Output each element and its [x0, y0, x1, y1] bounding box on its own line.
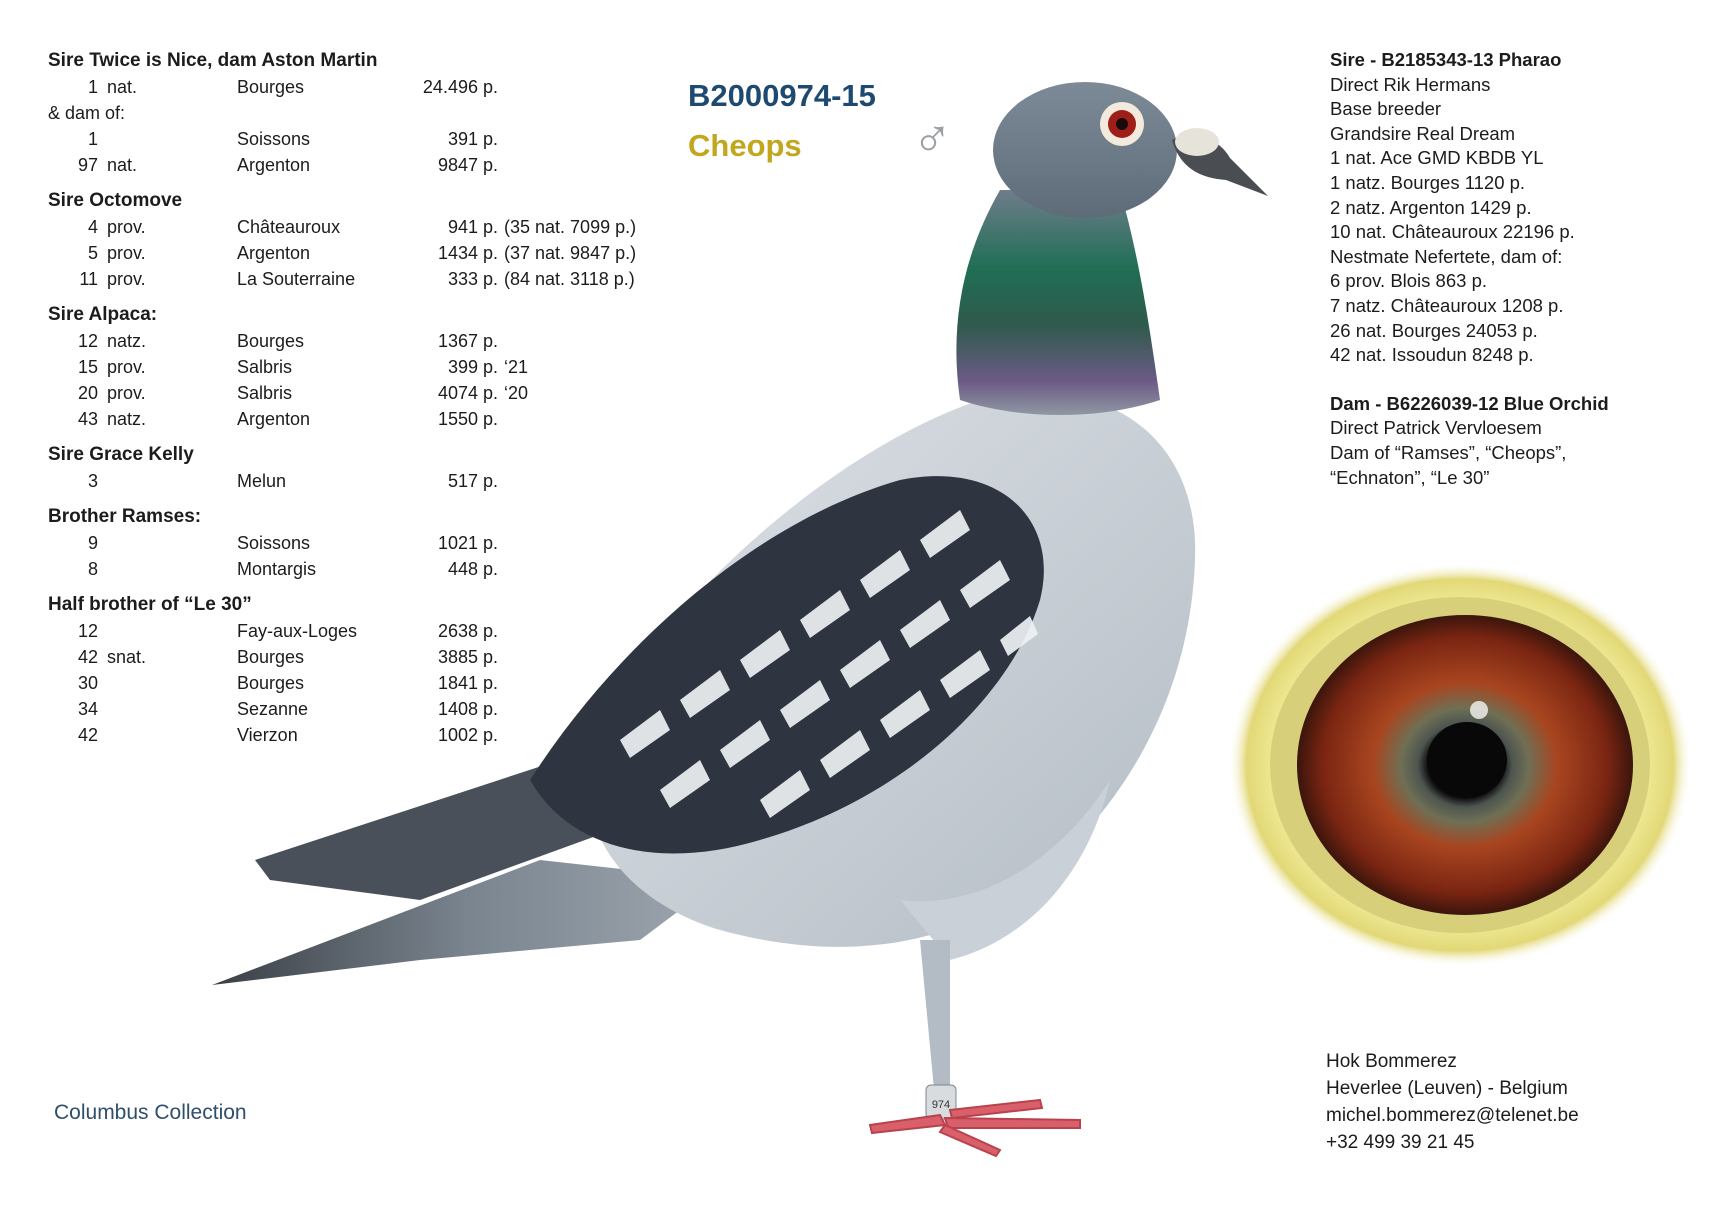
section-title: Brother Ramses: — [48, 506, 202, 527]
result-birds: 399 p. — [447, 357, 498, 377]
result-row — [48, 354, 668, 380]
location: Heverlee (Leuven) - Belgium — [1326, 1078, 1568, 1099]
result-birds: 448 p. — [447, 559, 498, 579]
spacer — [1330, 368, 1710, 392]
result-row — [48, 126, 668, 152]
results-section — [48, 188, 668, 292]
result-note: (35 nat. 7099 p.) — [504, 217, 637, 237]
result-row — [48, 74, 668, 100]
results-list — [48, 48, 668, 758]
sire-line: Nestmate Nefertete, dam of: — [1330, 245, 1563, 267]
result-rank: 9 — [87, 533, 98, 553]
neck — [956, 190, 1160, 415]
feet — [870, 1100, 1080, 1156]
result-place: Vierzon — [237, 725, 298, 745]
result-row — [48, 152, 668, 178]
dam-line: Dam of “Ramses”, “Cheops”, — [1330, 441, 1567, 463]
result-place: Sezanne — [237, 699, 309, 719]
result-rank: 12 — [77, 331, 98, 351]
result-level: prov. — [107, 217, 146, 237]
result-rank: 97 — [77, 155, 98, 175]
result-birds: 1002 p. — [437, 725, 498, 745]
result-birds: 1841 p. — [437, 673, 498, 693]
sire-line: 10 nat. Châteauroux 22196 p. — [1330, 221, 1575, 243]
dam-heading: Dam - B6226039-12 Blue Orchid — [1330, 392, 1609, 414]
result-level: prov. — [107, 383, 146, 403]
loft-name: Hok Bommerez — [1326, 1051, 1457, 1072]
result-place: Châteauroux — [237, 217, 341, 237]
result-row — [48, 556, 668, 582]
results-section — [48, 302, 668, 432]
result-row — [48, 670, 668, 696]
result-row — [48, 618, 668, 644]
section-title: Sire Twice is Nice, dam Aston Martin — [48, 50, 378, 71]
eye-closeup-image — [1215, 560, 1715, 990]
result-place: Bourges — [237, 331, 305, 351]
result-row — [48, 468, 668, 494]
sire-line: 6 prov. Blois 863 p. — [1330, 270, 1487, 292]
result-rank: 20 — [77, 383, 98, 403]
result-rank: 3 — [87, 471, 98, 491]
result-place: Argenton — [237, 243, 311, 263]
results-section — [48, 592, 668, 748]
result-birds: 2638 p. — [437, 621, 498, 641]
result-level: prov. — [107, 357, 146, 377]
result-row — [48, 696, 668, 722]
result-place: Salbris — [237, 357, 293, 377]
result-rank: 12 — [77, 621, 98, 641]
result-level: nat. — [107, 77, 138, 97]
result-place: Bourges — [237, 647, 305, 667]
result-note: (84 nat. 3118 p.) — [504, 269, 635, 289]
result-row — [48, 406, 668, 432]
result-rank: 15 — [77, 357, 98, 377]
result-place: Argenton — [237, 409, 311, 429]
result-row — [48, 214, 668, 240]
pedigree-info — [1330, 48, 1710, 490]
sire-heading: Sire - B2185343-13 Pharao — [1330, 49, 1562, 70]
results-section — [48, 48, 668, 178]
result-level: natz. — [107, 409, 147, 429]
section-title: Sire Octomove — [48, 190, 183, 211]
result-rank: 1 — [87, 77, 98, 97]
email-link[interactable]: michel.bommerez@telenet.be — [1326, 1105, 1579, 1126]
result-birds: 391 p. — [447, 129, 498, 149]
result-place: Salbris — [237, 383, 293, 403]
result-place: Melun — [237, 471, 287, 491]
leg-ring-text: 974 — [931, 1099, 951, 1111]
phone-number: +32 499 39 21 45 — [1326, 1132, 1475, 1153]
result-note: ‘20 — [504, 383, 529, 403]
result-rank: 5 — [87, 243, 98, 263]
pupil — [1427, 722, 1507, 798]
head — [993, 82, 1177, 218]
sire-line: Direct Rik Hermans — [1330, 73, 1491, 95]
sire-line: Grandsire Real Dream — [1330, 122, 1516, 144]
result-place: Soissons — [237, 533, 311, 553]
sire-line: 1 nat. Ace GMD KBDB YL — [1330, 147, 1544, 169]
result-level: prov. — [107, 269, 146, 289]
sire-line: 1 natz. Bourges 1120 p. — [1330, 171, 1526, 193]
result-birds: 1550 p. — [437, 409, 498, 429]
result-birds: 333 p. — [447, 269, 498, 289]
result-birds: 941 p. — [447, 217, 498, 237]
sire-line: 2 natz. Argenton 1429 p. — [1330, 196, 1532, 218]
sire-line: 42 nat. Issoudun 8248 p. — [1330, 344, 1534, 366]
result-rank: 34 — [77, 699, 98, 719]
result-place: La Souterraine — [237, 269, 356, 289]
sire-line: 7 natz. Châteauroux 1208 p. — [1330, 294, 1564, 316]
section-title: Sire Grace Kelly — [48, 444, 194, 465]
result-level: nat. — [107, 155, 138, 175]
result-place: Bourges — [237, 77, 305, 97]
male-symbol-icon: ♂ — [912, 109, 953, 169]
result-place: Fay-aux-Loges — [237, 621, 358, 641]
result-birds: 3885 p. — [437, 647, 498, 667]
result-rank: 42 — [77, 647, 98, 667]
sire-line: 26 nat. Bourges 24053 p. — [1330, 319, 1538, 341]
result-row — [48, 380, 668, 406]
result-row — [48, 530, 668, 556]
dam-of-label: & dam of: — [48, 103, 126, 123]
result-row — [48, 644, 668, 670]
result-rank: 8 — [87, 559, 98, 579]
legs — [920, 940, 950, 1100]
result-birds: 1434 p. — [437, 243, 498, 263]
dam-line: Direct Patrick Vervloesem — [1330, 417, 1542, 439]
result-rank: 30 — [77, 673, 98, 693]
result-row — [48, 266, 668, 292]
result-rank: 43 — [77, 409, 98, 429]
results-section — [48, 504, 668, 582]
ring-number: B2000974-15 — [688, 78, 876, 113]
dam-line: “Echnaton”, “Le 30” — [1330, 466, 1490, 488]
result-birds: 4074 p. — [437, 383, 498, 403]
contact-block — [1326, 1048, 1579, 1156]
result-note: (37 nat. 9847 p.) — [504, 243, 637, 263]
result-rank: 42 — [77, 725, 98, 745]
result-place: Bourges — [237, 673, 305, 693]
result-place: Argenton — [237, 155, 311, 175]
result-note: ‘21 — [504, 357, 529, 377]
result-rank: 11 — [79, 269, 98, 289]
result-place: Soissons — [237, 129, 311, 149]
result-level: prov. — [107, 243, 146, 263]
result-birds: 9847 p. — [437, 155, 498, 175]
result-birds: 1367 p. — [437, 331, 498, 351]
result-rank: 4 — [87, 217, 98, 237]
result-place: Montargis — [237, 559, 317, 579]
result-birds: 1021 p. — [437, 533, 498, 553]
result-row — [48, 328, 668, 354]
collection-label: Columbus Collection — [54, 1101, 247, 1124]
result-birds: 517 p. — [447, 471, 498, 491]
result-row — [48, 240, 668, 266]
pigeon-name: Cheops — [688, 128, 802, 163]
result-rank: 1 — [87, 129, 98, 149]
results-section — [48, 442, 668, 494]
result-birds: 1408 p. — [437, 699, 498, 719]
section-title: Half brother of “Le 30” — [48, 594, 252, 615]
sire-line: Base breeder — [1330, 98, 1442, 120]
result-level: snat. — [107, 647, 147, 667]
result-level: natz. — [107, 331, 147, 351]
result-row — [48, 722, 668, 748]
section-title: Sire Alpaca: — [48, 304, 158, 325]
result-birds: 24.496 p. — [422, 77, 498, 97]
